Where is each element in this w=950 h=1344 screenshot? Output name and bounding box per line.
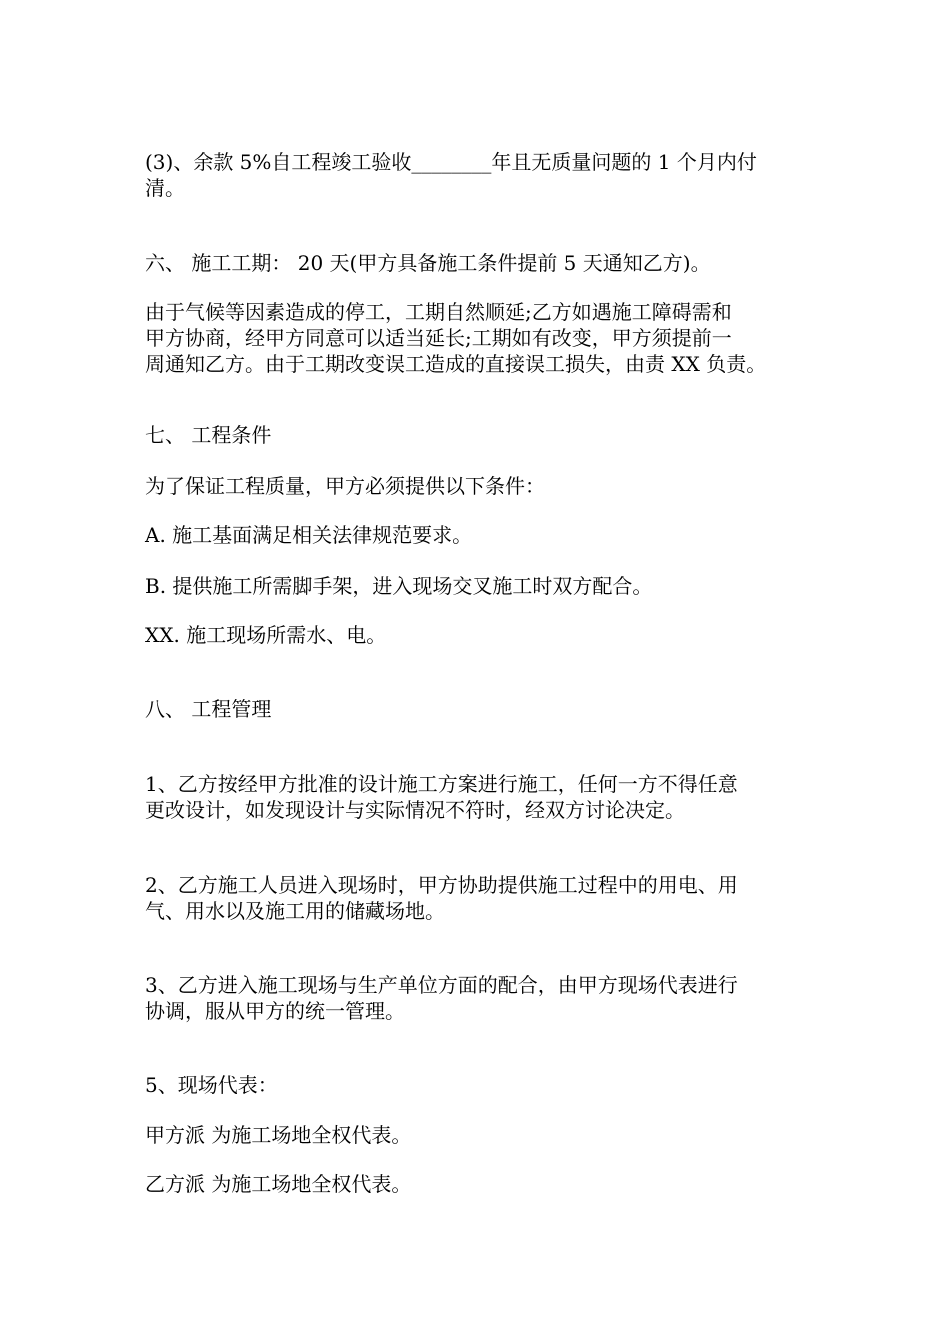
management-clause-5: [145, 1072, 813, 1098]
text-line: 5、现场代表：: [145, 1073, 278, 1097]
representative-party-b: [145, 1171, 813, 1197]
representative-party-a: [145, 1122, 813, 1148]
section-6-heading: [145, 250, 813, 276]
text-line: 更改设计，如发现设计与实际情况不符时，经双方讨论决定。: [145, 798, 685, 822]
section-6-body: [145, 299, 813, 377]
section-7-intro: [145, 473, 813, 499]
text-line: (3)、余款 5%自工程竣工验收________年且无质量问题的 1 个月内付: [145, 150, 757, 174]
text-line: 3、乙方进入施工现场与生产单位方面的配合，由甲方现场代表进行: [145, 973, 738, 997]
text-line: B. 提供施工所需脚手架，进入现场交叉施工时双方配合。: [145, 574, 653, 598]
payment-clause-3: [145, 149, 813, 201]
text-line: 协调，服从甲方的统一管理。: [145, 999, 405, 1023]
condition-b: [145, 573, 813, 599]
text-line: 乙方派 为施工场地全权代表。: [145, 1172, 412, 1196]
section-7-heading: [145, 422, 813, 448]
management-clause-2: [145, 872, 813, 924]
section-8-heading: [145, 696, 813, 722]
text-line: 甲方协商，经甲方同意可以适当延长;工期如有改变，甲方须提前一: [145, 326, 732, 350]
text-line: XX. 施工现场所需水、电。: [145, 623, 387, 647]
text-line: 七、 工程条件: [145, 423, 272, 447]
text-line: 甲方派 为施工场地全权代表。: [145, 1123, 412, 1147]
management-clause-1: [145, 771, 813, 823]
text-line: A. 施工基面满足相关法律规范要求。: [145, 523, 473, 547]
condition-a: [145, 522, 813, 548]
text-line: 周通知乙方。由于工期改变误工造成的直接误工损失，由责 XX 负责。: [145, 352, 767, 376]
text-line: 2、乙方施工人员进入现场时，甲方协助提供施工过程中的用电、用: [145, 873, 738, 897]
text-line: 为了保证工程质量，甲方必须提供以下条件：: [145, 474, 545, 498]
text-line: 六、 施工工期： 20 天(甲方具备施工条件提前 5 天通知乙方)。: [145, 251, 711, 275]
text-line: 1、乙方按经甲方批准的设计施工方案进行施工，任何一方不得任意: [145, 772, 738, 796]
text-line: 八、 工程管理: [145, 697, 272, 721]
text-line: 清。: [145, 176, 185, 200]
text-line: 气、用水以及施工用的储藏场地。: [145, 899, 445, 923]
condition-xx: [145, 622, 813, 648]
text-line: 由于气候等因素造成的停工，工期自然顺延;乙方如遇施工障碍需和: [145, 300, 732, 324]
management-clause-3: [145, 972, 813, 1024]
